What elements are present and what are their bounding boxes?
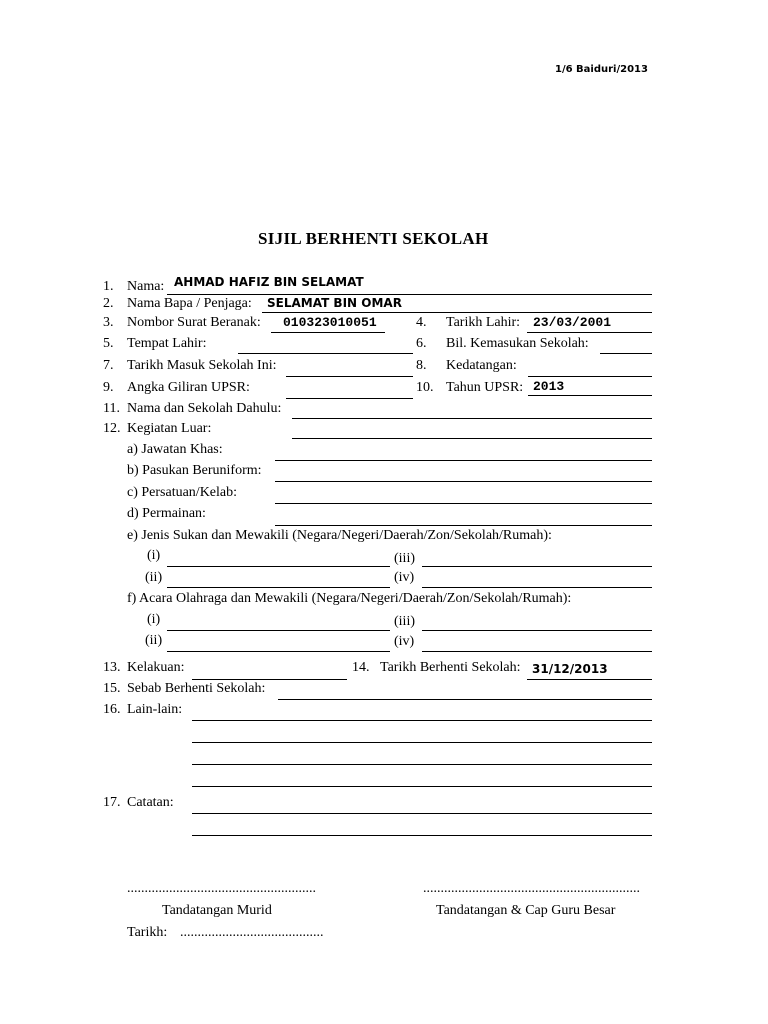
field-number: 13. xyxy=(103,660,121,675)
previous-school-label: Nama dan Sekolah Dahulu: xyxy=(127,401,282,416)
upsr-year-label: Tahun UPSR: xyxy=(446,380,524,395)
others-label: Lain-lain: xyxy=(127,702,183,717)
page-title: SIJIL BERHENTI SEKOLAH xyxy=(258,229,489,248)
field-number: 6. xyxy=(416,336,427,351)
document-code: 1/6 Baiduri/2013 xyxy=(555,64,648,75)
dob-line xyxy=(527,332,652,333)
special-post-label: a) Jawatan Khas: xyxy=(127,442,223,457)
birth-cert-line xyxy=(271,332,385,333)
sports-iii-line xyxy=(422,566,652,567)
attendance-label: Kedatangan: xyxy=(446,358,517,373)
club-line xyxy=(275,503,652,504)
guardian-name-label: Nama Bapa / Penjaga: xyxy=(127,296,252,311)
field-number: 2. xyxy=(103,296,114,311)
upsr-index-line xyxy=(286,398,413,399)
admission-number-line xyxy=(600,353,652,354)
field-number: 3. xyxy=(103,315,114,330)
sports-iv-line xyxy=(422,587,652,588)
field-number: 7. xyxy=(103,358,114,373)
dob-label: Tarikh Lahir: xyxy=(446,315,521,330)
student-signature-line: ...................................................... xyxy=(127,881,316,896)
attendance-line xyxy=(528,376,652,377)
field-number: 12. xyxy=(103,421,121,436)
leaving-date-line xyxy=(527,679,652,680)
field-number: 17. xyxy=(103,795,121,810)
field-number: 9. xyxy=(103,380,114,395)
student-signature-label: Tandatangan Murid xyxy=(162,903,272,918)
athletics-iii-label: (iii) xyxy=(394,614,415,629)
field-number: 5. xyxy=(103,336,114,351)
previous-school-line xyxy=(292,418,652,419)
conduct-line xyxy=(192,679,347,680)
upsr-year-line xyxy=(528,395,652,396)
field-number: 10. xyxy=(416,380,434,395)
guardian-name-line xyxy=(262,312,652,313)
date-line: ......................................... xyxy=(180,925,324,940)
uniformed-unit-label: b) Pasukan Beruniform: xyxy=(127,463,262,478)
leaving-date-label: Tarikh Berhenti Sekolah: xyxy=(380,660,521,675)
leaving-date-value: 31/12/2013 xyxy=(532,662,608,676)
notes-line-2 xyxy=(192,835,652,836)
athletics-representation-label: f) Acara Olahraga dan Mewakili (Negara/Negeri/Daerah/Zon/Sekolah/Rumah): xyxy=(127,591,572,606)
leaving-reason-line xyxy=(278,699,652,700)
athletics-ii-line xyxy=(167,651,390,652)
upsr-year-value: 2013 xyxy=(533,379,565,394)
games-label: d) Permainan: xyxy=(127,506,206,521)
sports-ii-label: (ii) xyxy=(145,570,163,585)
sports-iv-label: (iv) xyxy=(394,570,415,585)
field-number: 14. xyxy=(352,660,370,675)
sports-iii-label: (iii) xyxy=(394,551,415,566)
extracurricular-line xyxy=(292,438,652,439)
uniformed-unit-line xyxy=(275,481,652,482)
upsr-index-label: Angka Giliran UPSR: xyxy=(127,380,250,395)
headmaster-signature-label: Tandatangan & Cap Guru Besar xyxy=(436,903,616,918)
athletics-i-line xyxy=(167,630,390,631)
others-line-2 xyxy=(192,742,652,743)
enrolment-date-label: Tarikh Masuk Sekolah Ini: xyxy=(127,358,277,373)
special-post-line xyxy=(275,460,652,461)
sports-i-label: (i) xyxy=(147,548,161,563)
enrolment-date-line xyxy=(286,376,413,377)
name-line xyxy=(167,294,652,295)
extracurricular-label: Kegiatan Luar: xyxy=(127,421,212,436)
birth-cert-value: 010323010051 xyxy=(283,315,377,330)
athletics-iii-line xyxy=(422,630,652,631)
leaving-reason-label: Sebab Berhenti Sekolah: xyxy=(127,681,266,696)
games-line xyxy=(275,525,652,526)
athletics-ii-label: (ii) xyxy=(145,633,163,648)
field-number: 1. xyxy=(103,279,114,294)
field-number: 16. xyxy=(103,702,121,717)
birthplace-line xyxy=(238,353,413,354)
others-line-3 xyxy=(192,764,652,765)
athletics-iv-label: (iv) xyxy=(394,634,415,649)
sports-representation-label: e) Jenis Sukan dan Mewakili (Negara/Negeri/Daerah/Zon/Sekolah/Rumah): xyxy=(127,528,552,543)
headmaster-signature-line: .............................................................. xyxy=(423,881,640,896)
name-value: AHMAD HAFIZ BIN SELAMAT xyxy=(174,275,364,289)
conduct-label: Kelakuan: xyxy=(127,660,185,675)
notes-label: Catatan: xyxy=(127,795,174,810)
others-line-4 xyxy=(192,786,652,787)
guardian-name-value: SELAMAT BIN OMAR xyxy=(267,296,402,310)
name-label: Nama: xyxy=(127,279,165,294)
field-number: 11. xyxy=(103,401,120,416)
field-number: 15. xyxy=(103,681,121,696)
birth-cert-label: Nombor Surat Beranak: xyxy=(127,315,261,330)
birthplace-label: Tempat Lahir: xyxy=(127,336,207,351)
date-label: Tarikh: xyxy=(127,925,168,940)
club-label: c) Persatuan/Kelab: xyxy=(127,485,238,500)
field-number: 8. xyxy=(416,358,427,373)
athletics-i-label: (i) xyxy=(147,612,161,627)
notes-line-1 xyxy=(192,813,652,814)
sports-ii-line xyxy=(167,587,390,588)
dob-value: 23/03/2001 xyxy=(533,315,612,330)
admission-number-label: Bil. Kemasukan Sekolah: xyxy=(446,336,589,351)
sports-i-line xyxy=(167,566,390,567)
field-number: 4. xyxy=(416,315,427,330)
athletics-iv-line xyxy=(422,651,652,652)
others-line-1 xyxy=(192,720,652,721)
